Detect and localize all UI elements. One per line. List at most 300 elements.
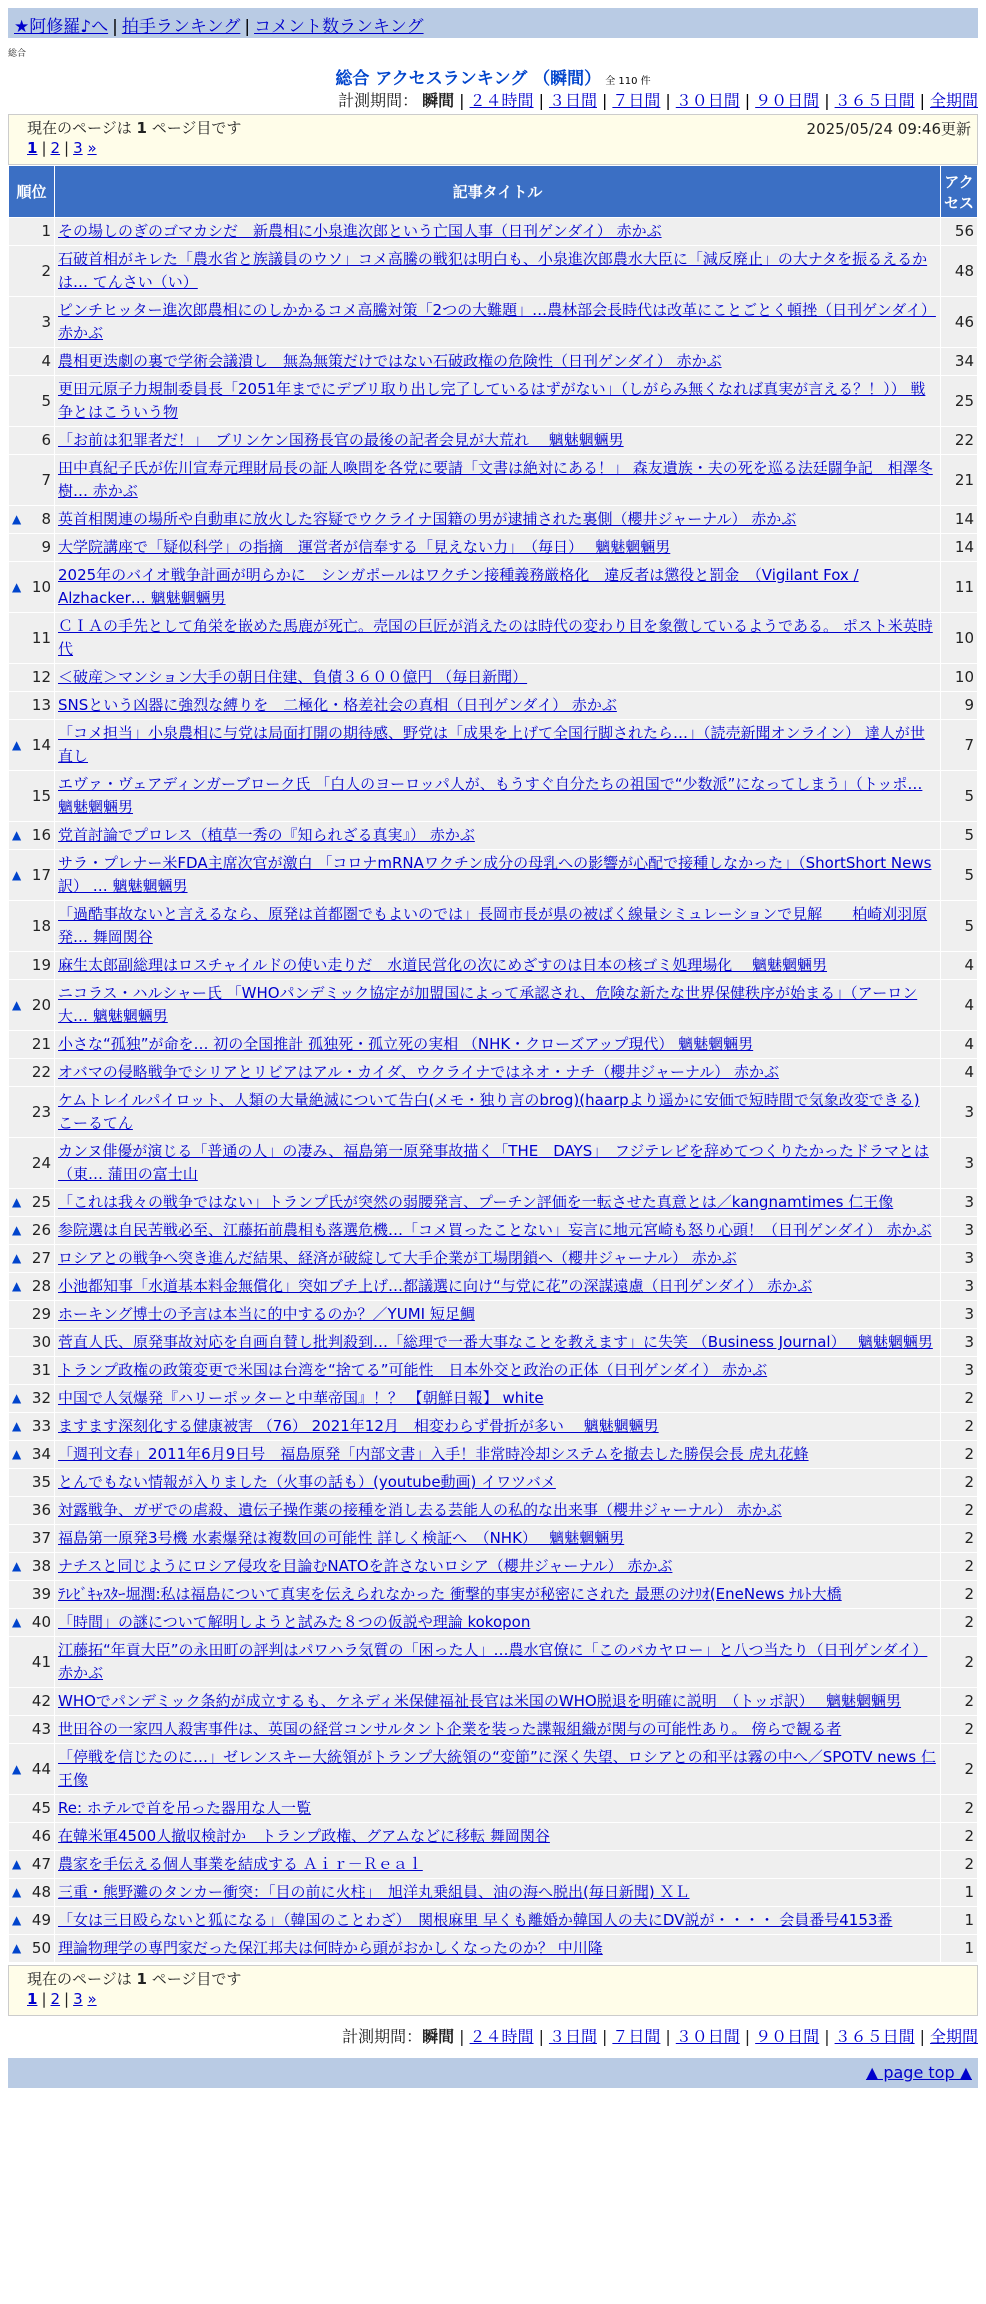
rank-up-arrow-icon: ▲ bbox=[12, 1195, 22, 1209]
pagination-separator: | bbox=[64, 1990, 70, 2008]
rank-number: 26 bbox=[31, 1221, 51, 1239]
rank-cell bbox=[9, 1413, 55, 1441]
rank-up-arrow-icon: ▲ bbox=[12, 1223, 22, 1237]
access-count: 3 bbox=[941, 1329, 978, 1357]
current-page-suffix: ページ目です bbox=[151, 119, 242, 137]
rank-number: 3 bbox=[41, 312, 51, 331]
title-cell bbox=[55, 1907, 941, 1935]
title-cell bbox=[55, 980, 941, 1031]
article-title-link[interactable]: 「コメ担当」小泉農相に与党は局面打開の期待感、野党は「成果を上げて全国行脚されたら…」（読売新聞オンライン） 達人が世直し bbox=[58, 724, 925, 765]
period-option-link[interactable]: ２４時間 bbox=[469, 91, 534, 110]
pagination-separator: | bbox=[64, 139, 70, 157]
article-title-link[interactable]: 農家を手伝える個人事業を結成する Ａｉｒ－Ｒｅａｌ bbox=[58, 1855, 423, 1873]
rank-number: 15 bbox=[31, 786, 51, 805]
table-row bbox=[9, 1329, 978, 1357]
title-cell bbox=[55, 1138, 941, 1189]
rank-cell bbox=[9, 1581, 55, 1609]
access-count: 2 bbox=[941, 1553, 978, 1581]
rank-cell bbox=[9, 1851, 55, 1879]
pagination-link[interactable]: » bbox=[87, 139, 97, 157]
rank-up-arrow-icon: ▲ bbox=[12, 1559, 22, 1573]
table-row bbox=[9, 1273, 978, 1301]
current-page-prefix: 現在のページは bbox=[27, 1970, 132, 1988]
rank-cell bbox=[9, 664, 55, 692]
access-count: 1 bbox=[941, 1935, 978, 1963]
access-count: 2 bbox=[941, 1609, 978, 1637]
access-count: 2 bbox=[941, 1823, 978, 1851]
pagination-link[interactable]: » bbox=[87, 1990, 97, 2008]
title-cell bbox=[55, 1329, 941, 1357]
rank-cell bbox=[9, 455, 55, 506]
period-option-link[interactable]: 全期間 bbox=[929, 91, 978, 110]
rank-cell bbox=[9, 980, 55, 1031]
article-title-link[interactable]: 更田元原子力規制委員長「2051年までにデブリ取り出し完了しているはずがない」（しがらみ無くなれば真実が言える？！）） 戦争とはこういう物 bbox=[58, 380, 926, 421]
rank-up-arrow-icon: ▲ bbox=[12, 1251, 22, 1265]
article-title-link[interactable]: カンヌ俳優が演じる「普通の人」の凄み、福島第一原発事故描く「THE DAYS」 フジテレビを辞めてつくりたかったドラマとは（東… 蒲田の富士山 bbox=[58, 1142, 929, 1183]
header-title: 記事タイトル bbox=[55, 166, 941, 218]
table-row bbox=[9, 1469, 978, 1497]
rank-number: 14 bbox=[31, 735, 51, 754]
rank-cell bbox=[9, 1059, 55, 1087]
period-label: 計測期間： bbox=[338, 91, 419, 110]
rank-up-arrow-icon: ▲ bbox=[12, 1419, 22, 1433]
table-row bbox=[9, 1385, 978, 1413]
period-separator: | bbox=[601, 2027, 608, 2046]
table-row bbox=[9, 1189, 978, 1217]
rank-cell bbox=[9, 1795, 55, 1823]
table-row bbox=[9, 1851, 978, 1879]
category-label: 総合 bbox=[8, 49, 27, 59]
access-count: 10 bbox=[941, 613, 978, 664]
period-separator: | bbox=[665, 2027, 671, 2046]
rank-cell bbox=[9, 1744, 55, 1795]
rank-cell bbox=[9, 1357, 55, 1385]
access-count: 2 bbox=[941, 1716, 978, 1744]
article-title-link[interactable]: ナチスと同じようにロシア侵攻を目論むNATOを許さないロシア（櫻井ジャーナル） 赤かぶ bbox=[58, 1557, 673, 1575]
title-cell bbox=[55, 1245, 941, 1273]
table-row bbox=[9, 771, 978, 822]
rank-cell bbox=[9, 1609, 55, 1637]
current-page-number: 1 bbox=[136, 119, 147, 137]
rank-cell bbox=[9, 534, 55, 562]
period-separator: | bbox=[459, 91, 465, 110]
title-cell bbox=[55, 297, 941, 348]
rank-cell bbox=[9, 1823, 55, 1851]
rank-number: 44 bbox=[31, 1759, 51, 1778]
rank-number: 17 bbox=[31, 865, 51, 884]
rank-number: 48 bbox=[31, 1883, 51, 1901]
access-count: 11 bbox=[941, 562, 978, 613]
access-count: 3 bbox=[941, 1273, 978, 1301]
access-count: 2 bbox=[941, 1413, 978, 1441]
article-title-link[interactable]: 三重・熊野灘のタンカー衝突：「目の前に火柱」 旭洋丸乗組員、油の海へ脱出(毎日新聞) ＸＬ bbox=[58, 1883, 690, 1901]
rank-up-arrow-icon: ▲ bbox=[12, 1761, 22, 1776]
pagination-link[interactable]: 1 bbox=[27, 1990, 38, 2008]
table-header-row bbox=[9, 166, 978, 218]
article-title-link[interactable]: ＜破産＞マンション大手の朝日住建、負債３６００億円 （毎日新聞） bbox=[58, 668, 528, 686]
rank-up-arrow-icon: ▲ bbox=[12, 1615, 22, 1629]
rank-cell bbox=[9, 1497, 55, 1525]
table-row bbox=[9, 1609, 978, 1637]
access-count: 3 bbox=[941, 1217, 978, 1245]
article-title-link[interactable]: ホーキング博士の予言は本当に的中するのか？／YUMI 短足鯛 bbox=[58, 1305, 475, 1323]
page-info-bottom bbox=[8, 1965, 978, 2016]
rank-cell bbox=[9, 822, 55, 850]
article-title-link[interactable]: 党首討論でプロレス（植草一秀の『知られざる真実』） 赤かぶ bbox=[58, 826, 475, 844]
rank-number: 1 bbox=[41, 222, 51, 240]
access-count: 2 bbox=[941, 1469, 978, 1497]
article-title-link[interactable]: オバマの侵略戦争でシリアとリビアはアル・カイダ、ウクライナではネオ・ナチ（櫻井ジャーナル） 赤かぶ bbox=[58, 1063, 780, 1081]
current-page-line bbox=[27, 1968, 959, 1990]
table-row bbox=[9, 218, 978, 246]
page-title-text: 総合 アクセスランキング （瞬間） bbox=[335, 69, 602, 89]
period-separator: | bbox=[919, 91, 925, 110]
header-rank: 順位 bbox=[9, 166, 55, 218]
rank-number: 43 bbox=[31, 1720, 51, 1738]
article-title-link[interactable]: SNSという凶器に強烈な縛りを 二極化・格差社会の真相（日刊ゲンダイ） 赤かぶ bbox=[58, 696, 617, 714]
updated-timestamp: 2025/05/24 09:46更新 bbox=[806, 120, 971, 138]
ranking-table-body bbox=[9, 218, 978, 1963]
table-row bbox=[9, 1716, 978, 1744]
nav-link-home[interactable]: ★阿修羅♪へ bbox=[14, 17, 109, 37]
rank-number: 27 bbox=[31, 1249, 51, 1267]
rank-number: 16 bbox=[31, 826, 51, 844]
table-row bbox=[9, 1525, 978, 1553]
rank-cell bbox=[9, 1217, 55, 1245]
period-separator: | bbox=[665, 91, 671, 110]
article-title-link[interactable]: とんでもない情報が入りました（火事の話も）(youtube動画) イワツバメ bbox=[58, 1473, 556, 1491]
access-count: 21 bbox=[941, 455, 978, 506]
access-count: 22 bbox=[941, 427, 978, 455]
article-title-link[interactable]: 対露戦争、ガザでの虐殺、遺伝子操作薬の接種を消し去る芸能人の私的な出来事（櫻井ジャーナル） 赤かぶ bbox=[58, 1501, 782, 1519]
rank-cell bbox=[9, 1879, 55, 1907]
rank-cell bbox=[9, 1031, 55, 1059]
period-option-link[interactable]: ９０日間 bbox=[755, 2027, 820, 2046]
rank-cell bbox=[9, 1441, 55, 1469]
table-row bbox=[9, 692, 978, 720]
rank-number: 41 bbox=[31, 1652, 51, 1671]
rank-number: 21 bbox=[31, 1035, 51, 1053]
page-top-link[interactable]: ▲ page top ▲ bbox=[865, 2063, 972, 2082]
period-separator: | bbox=[538, 91, 544, 110]
rank-cell bbox=[9, 901, 55, 952]
period-separator: | bbox=[824, 91, 830, 110]
rank-number: 50 bbox=[31, 1939, 51, 1957]
rank-cell bbox=[9, 1329, 55, 1357]
period-option-link[interactable]: ３０日間 bbox=[675, 2027, 740, 2046]
rank-number: 24 bbox=[31, 1153, 51, 1172]
table-row bbox=[9, 1138, 978, 1189]
pagination-link[interactable]: 1 bbox=[27, 139, 38, 157]
table-row bbox=[9, 1907, 978, 1935]
pagination bbox=[27, 1990, 959, 2012]
rank-number: 37 bbox=[31, 1529, 51, 1547]
title-cell bbox=[55, 427, 941, 455]
article-title-link[interactable]: 世田谷の一家四人殺害事件は、英国の経営コンサルタント企業を装った諜報組織が関与の可能性あり。 傍らで観る者 bbox=[58, 1720, 842, 1738]
article-title-link[interactable]: Re: ホテルで首を吊った器用な人一覧 bbox=[58, 1799, 312, 1817]
period-option-link[interactable]: ２４時間 bbox=[469, 2027, 534, 2046]
rank-number: 11 bbox=[31, 628, 51, 647]
title-cell bbox=[55, 664, 941, 692]
period-option-link[interactable]: ３日間 bbox=[548, 2027, 597, 2046]
period-label: 計測期間： bbox=[342, 2027, 423, 2046]
rank-cell bbox=[9, 1688, 55, 1716]
pagination-link[interactable]: 2 bbox=[50, 1990, 61, 2008]
article-title-link[interactable]: エヴァ・ヴェアディンガーブローク氏 「白人のヨーロッパ人が、もうすぐ自分たちの祖国で“少数派”になってしまう」（トッポ… 魑魅魍魎男 bbox=[58, 775, 923, 816]
title-cell bbox=[55, 822, 941, 850]
rank-cell bbox=[9, 1716, 55, 1744]
article-title-link[interactable]: ますます深刻化する健康被害 （76） 2021年12月 相変わらず骨折が多い 魑魅魍魎男 bbox=[58, 1417, 659, 1435]
article-title-link[interactable]: 中国で人気爆発『ハリーポッターと中華帝国』！？ 【朝鮮日報】 white bbox=[58, 1389, 544, 1407]
period-option-link[interactable]: 全期間 bbox=[929, 2027, 978, 2046]
access-count: 1 bbox=[941, 1907, 978, 1935]
table-row bbox=[9, 1441, 978, 1469]
rank-cell bbox=[9, 1637, 55, 1688]
period-option-link[interactable]: ３６５日間 bbox=[834, 91, 915, 110]
access-count: 4 bbox=[941, 1031, 978, 1059]
ranking-table bbox=[8, 165, 978, 1963]
article-title-link[interactable]: 農相更迭劇の裏で学術会議潰し 無為無策だけではない石破政権の危険性（日刊ゲンダイ） 赤かぶ bbox=[58, 352, 722, 370]
title-cell bbox=[55, 1744, 941, 1795]
title-cell bbox=[55, 1357, 941, 1385]
table-row bbox=[9, 1935, 978, 1963]
table-row bbox=[9, 376, 978, 427]
period-current: 瞬間 bbox=[422, 2027, 455, 2046]
article-title-link[interactable]: 菅直人氏、原発事故対応を自画自賛し批判殺到…「総理で一番大事なことを教えます」に失笑 （Business Journal） 魑魅魍魎男 bbox=[58, 1333, 933, 1351]
title-cell bbox=[55, 1189, 941, 1217]
rank-number: 40 bbox=[31, 1613, 51, 1631]
article-title-link[interactable]: 福島第一原発3号機 水素爆発は複数回の可能性 詳しく検証へ （NHK） 魑魅魍魎男 bbox=[58, 1529, 625, 1547]
rank-number: 13 bbox=[31, 696, 51, 714]
rank-cell bbox=[9, 218, 55, 246]
rank-cell bbox=[9, 1087, 55, 1138]
title-cell bbox=[55, 376, 941, 427]
article-title-link[interactable]: 「停戦を信じたのに…」ゼレンスキー大統領がトランプ大統領の“変節”に深く失望、ロシアとの和平は霧の中へ／SPOTV news 仁王像 bbox=[58, 1748, 936, 1789]
period-selector-bottom bbox=[8, 2024, 978, 2046]
rank-up-arrow-icon: ▲ bbox=[12, 1913, 22, 1927]
title-cell bbox=[55, 1688, 941, 1716]
nav-link-applause-ranking[interactable]: 拍手ランキング bbox=[121, 17, 241, 37]
title-cell bbox=[55, 901, 941, 952]
title-cell bbox=[55, 1879, 941, 1907]
rank-cell bbox=[9, 427, 55, 455]
article-title-link[interactable]: ピンチヒッター進次郎農相にのしかかるコメ高騰対策「2つの大難題」…農林部会長時代は改革にことごとく頓挫（日刊ゲンダイ） 赤かぶ bbox=[58, 301, 936, 342]
rank-number: 6 bbox=[41, 431, 51, 449]
article-title-link[interactable]: 「週刊文春」2011年6月9日号 福島原発「内部文書」入手！非常時冷却システムを撤去した勝俣会長 虎丸花蜂 bbox=[58, 1445, 809, 1463]
rank-number: 5 bbox=[41, 391, 51, 410]
rank-number: 47 bbox=[31, 1855, 51, 1873]
title-cell bbox=[55, 850, 941, 901]
rank-number: 31 bbox=[31, 1361, 51, 1379]
rank-cell bbox=[9, 1385, 55, 1413]
article-title-link[interactable]: ニコラス・ハルシャー氏 「WHOパンデミック協定が加盟国によって承認され、危険な新たな世界保健秩序が始まる」（アーロン大… 魑魅魍魎男 bbox=[58, 984, 918, 1025]
access-count: 5 bbox=[941, 822, 978, 850]
rank-cell bbox=[9, 1525, 55, 1553]
table-row bbox=[9, 1744, 978, 1795]
access-count: 5 bbox=[941, 850, 978, 901]
period-option-link[interactable]: ３０日間 bbox=[675, 91, 740, 110]
rank-number: 32 bbox=[31, 1389, 51, 1407]
article-title-link[interactable]: 石破首相がキレた「農水省と族議員のウソ」コメ高騰の戦犯は明白も、小泉進次郎農水大臣に「減反廃止」の大ナタを振るえるかは… てんさい（い） bbox=[58, 250, 928, 291]
title-cell bbox=[55, 1441, 941, 1469]
table-row bbox=[9, 506, 978, 534]
page-info-top bbox=[8, 114, 978, 165]
access-count: 3 bbox=[941, 1357, 978, 1385]
article-title-link[interactable]: 2025年のバイオ戦争計画が明らかに シンガポールはワクチン接種義務厳格化 違反者は懲役と罰金 （Vigilant Fox / Alzhacker… 魑魅魍魎男 bbox=[58, 566, 859, 607]
access-count: 4 bbox=[941, 952, 978, 980]
article-title-link[interactable]: 「お前は犯罪者だ！」 ブリンケン国務長官の最後の記者会見が大荒れ 魑魅魍魎男 bbox=[58, 431, 624, 449]
rank-up-arrow-icon: ▲ bbox=[12, 1941, 22, 1955]
rank-cell bbox=[9, 297, 55, 348]
access-count: 5 bbox=[941, 901, 978, 952]
title-cell bbox=[55, 692, 941, 720]
article-title-link[interactable]: ケムトレイルパイロット、人類の大量絶滅について告白(メモ・独り言のbrog)(haarpより遥かに安価で短時間で気象改変できる) こーるてん bbox=[58, 1091, 920, 1132]
access-count: 1 bbox=[941, 1879, 978, 1907]
article-title-link[interactable]: 田中真紀子氏が佐川宣寿元理財局長の証人喚問を各党に要請「文書は絶対にある！」 森友遺族・夫の死を巡る法廷闘争記 相澤冬樹… 赤かぶ bbox=[58, 459, 933, 500]
table-row bbox=[9, 1031, 978, 1059]
article-title-link[interactable]: 小池都知事「水道基本料金無償化」突如ブチ上げ…都議選に向け“与党に花”の深謀遠慮（日刊ゲンダイ） 赤かぶ bbox=[58, 1277, 813, 1295]
table-row bbox=[9, 980, 978, 1031]
rank-number: 38 bbox=[31, 1557, 51, 1575]
article-title-link[interactable]: 参院選は自民苦戦必至、江藤拓前農相も落選危機…「コメ買ったことない」妄言に地元宮崎も怒り心頭！（日刊ゲンダイ） 赤かぶ bbox=[58, 1221, 932, 1239]
article-title-link[interactable]: WHOでパンデミック条約が成立するも、ケネディ米保健福祉長官は米国のWHO脱退を明確に説明 （トッポ訳） 魑魅魍魎男 bbox=[58, 1692, 902, 1710]
article-title-link[interactable]: トランプ政権の政策変更で米国は台湾を“捨てる”可能性 日本外交と政治の正体（日刊ゲンダイ） 赤かぶ bbox=[58, 1361, 768, 1379]
rank-cell bbox=[9, 1553, 55, 1581]
article-title-link[interactable]: 大学院講座で「疑似科学」の指摘 運営者が信奉する「見えない力」 （毎日） 魑魅魍魎男 bbox=[58, 538, 671, 556]
rank-number: 4 bbox=[41, 352, 51, 370]
table-row bbox=[9, 1301, 978, 1329]
title-cell bbox=[55, 1301, 941, 1329]
access-count: 46 bbox=[941, 297, 978, 348]
period-option-link[interactable]: ９０日間 bbox=[755, 91, 820, 110]
rank-number: 29 bbox=[31, 1305, 51, 1323]
current-page-suffix: ページ目です bbox=[151, 1970, 242, 1988]
period-separator: | bbox=[601, 91, 608, 110]
title-cell bbox=[55, 534, 941, 562]
table-row bbox=[9, 427, 978, 455]
access-count: 2 bbox=[941, 1795, 978, 1823]
title-cell bbox=[55, 613, 941, 664]
period-separator: | bbox=[538, 2027, 544, 2046]
pagination-link[interactable]: 2 bbox=[50, 139, 61, 157]
table-row bbox=[9, 1217, 978, 1245]
title-cell bbox=[55, 1469, 941, 1497]
table-row bbox=[9, 246, 978, 297]
access-count: 3 bbox=[941, 1138, 978, 1189]
table-row bbox=[9, 1087, 978, 1138]
table-row bbox=[9, 664, 978, 692]
bottom-bar bbox=[8, 2058, 978, 2088]
header-access: アクセス bbox=[941, 166, 978, 218]
article-title-link[interactable]: 麻生太郎副総理はロスチャイルドの使い走りだ 水道民営化の次にめざすのは日本の核ゴミ処理場化 魑魅魍魎男 bbox=[58, 956, 828, 974]
rank-number: 25 bbox=[31, 1193, 51, 1211]
table-row bbox=[9, 1637, 978, 1688]
title-cell bbox=[55, 1716, 941, 1744]
nav-separator: | bbox=[244, 17, 251, 37]
period-option-link[interactable]: ３６５日間 bbox=[834, 2027, 915, 2046]
title-cell bbox=[55, 1413, 941, 1441]
access-count: 2 bbox=[941, 1385, 978, 1413]
article-title-link[interactable]: 小さな“孤独”が命を… 初の全国推計 孤独死・孤立死の実相 （NHK・クローズアップ現代） 魑魅魍魎男 bbox=[58, 1035, 754, 1053]
rank-number: 30 bbox=[31, 1333, 51, 1351]
access-count: 3 bbox=[941, 1245, 978, 1273]
rank-cell bbox=[9, 506, 55, 534]
access-count: 34 bbox=[941, 348, 978, 376]
table-row bbox=[9, 534, 978, 562]
table-row bbox=[9, 1357, 978, 1385]
rank-cell bbox=[9, 1138, 55, 1189]
article-title-link[interactable]: 英首相関連の場所や自動車に放火した容疑でウクライナ国籍の男が逮捕された裏側（櫻井ジャーナル） 赤かぶ bbox=[58, 510, 797, 528]
article-title-link[interactable]: 理論物理学の専門家だった保江邦夫は何時から頭がおかしくなったのか？ 中川隆 bbox=[58, 1939, 603, 1957]
title-cell bbox=[55, 506, 941, 534]
article-title-link[interactable]: 「これは我々の戦争ではない」トランプ氏が突然の弱腰発言、プーチン評価を一転させた真意とは／kangnamtimes 仁王像 bbox=[58, 1193, 894, 1211]
rank-cell bbox=[9, 348, 55, 376]
table-row bbox=[9, 952, 978, 980]
title-cell bbox=[55, 1059, 941, 1087]
table-row bbox=[9, 613, 978, 664]
period-separator: | bbox=[744, 91, 751, 110]
rank-number: 7 bbox=[41, 470, 51, 489]
title-cell bbox=[55, 952, 941, 980]
article-title-link[interactable]: ロシアとの戦争へ突き進んだ結果、経済が破綻して大手企業が工場閉鎖へ（櫻井ジャーナル） 赤かぶ bbox=[58, 1249, 737, 1267]
article-title-link[interactable]: 「女は三日殴らないと狐になる」（韓国のことわざ） 関根麻里 早くも離婚か韓国人の夫にDV説が・・・・ 会員番号4153番 bbox=[58, 1911, 893, 1929]
rank-up-arrow-icon: ▲ bbox=[12, 1279, 22, 1293]
rank-cell bbox=[9, 692, 55, 720]
table-row bbox=[9, 1553, 978, 1581]
pagination-link[interactable]: 3 bbox=[73, 139, 83, 157]
access-count: 9 bbox=[941, 692, 978, 720]
article-title-link[interactable]: 在韓米軍4500人撤収検討か トランプ政権、グアムなどに移転 舞岡関谷 bbox=[58, 1827, 550, 1845]
article-title-link[interactable]: 江藤拓“年貢大臣”の永田町の評判はパワハラ気質の「困った人」…農水官僚に「このバカヤロー」と八つ当たり（日刊ゲンダイ） 赤かぶ bbox=[58, 1641, 928, 1682]
table-row bbox=[9, 348, 978, 376]
rank-number: 12 bbox=[31, 668, 51, 686]
rank-cell bbox=[9, 952, 55, 980]
access-count: 7 bbox=[941, 720, 978, 771]
rank-up-arrow-icon: ▲ bbox=[12, 1447, 22, 1461]
article-title-link[interactable]: サラ・プレナー米FDA主席次官が激白 「コロナmRNAワクチン成分の母乳への影響が心配で接種しなかった」（ShortShort News訳） … 魑魅魍魎男 bbox=[58, 854, 932, 895]
article-title-link[interactable]: その場しのぎのゴマカシだ 新農相に小泉進次郎という亡国人事（日刊ゲンダイ） 赤かぶ bbox=[58, 222, 662, 240]
pagination-link[interactable]: 3 bbox=[73, 1990, 83, 2008]
access-count: 2 bbox=[941, 1497, 978, 1525]
period-option-link[interactable]: ７日間 bbox=[612, 2027, 661, 2046]
nav-separator: | bbox=[112, 17, 118, 37]
access-count: 2 bbox=[941, 1581, 978, 1609]
access-count: 2 bbox=[941, 1637, 978, 1688]
rank-number: 2 bbox=[41, 261, 51, 280]
access-count: 56 bbox=[941, 218, 978, 246]
rank-cell bbox=[9, 1245, 55, 1273]
total-count: 全 110 件 bbox=[605, 76, 651, 87]
nav-link-comment-ranking[interactable]: コメント数ランキング bbox=[254, 17, 424, 37]
rank-up-arrow-icon: ▲ bbox=[12, 737, 22, 752]
rank-up-arrow-icon: ▲ bbox=[12, 512, 22, 526]
article-title-link[interactable]: ﾃﾚﾋﾞｷｬｽﾀｰ堀潤:私は福島について真実を伝えられなかった 衝撃的事実が秘密にされた 最悪のｼﾅﾘｵ(EneNews ﾅﾙﾄ大橋 bbox=[58, 1585, 842, 1603]
article-title-link[interactable]: 「時間」の謎について解明しようと試みた８つの仮説や理論 kokopon bbox=[58, 1613, 531, 1631]
article-title-link[interactable]: ＣＩＡの手先として角栄を嵌めた馬鹿が死亡。売国の巨匠が消えたのは時代の変わり目を象徴しているようである。 ポスト米英時代 bbox=[58, 617, 933, 658]
access-count: 3 bbox=[941, 1087, 978, 1138]
period-option-link[interactable]: ３日間 bbox=[548, 91, 597, 110]
article-title-link[interactable]: 「過酷事故ないと言えるなら、原発は首都圏でもよいのでは」長岡市長が県の被ばく線量シミュレーションで見解 柏崎刈羽原発… 舞岡関谷 bbox=[58, 905, 928, 946]
period-option-link[interactable]: ７日間 bbox=[612, 91, 661, 110]
table-row bbox=[9, 562, 978, 613]
rank-number: 49 bbox=[31, 1911, 51, 1929]
rank-number: 22 bbox=[31, 1063, 51, 1081]
title-cell bbox=[55, 1637, 941, 1688]
title-cell bbox=[55, 1553, 941, 1581]
table-row bbox=[9, 720, 978, 771]
pagination-separator: | bbox=[41, 139, 47, 157]
access-count: 2 bbox=[941, 1688, 978, 1716]
